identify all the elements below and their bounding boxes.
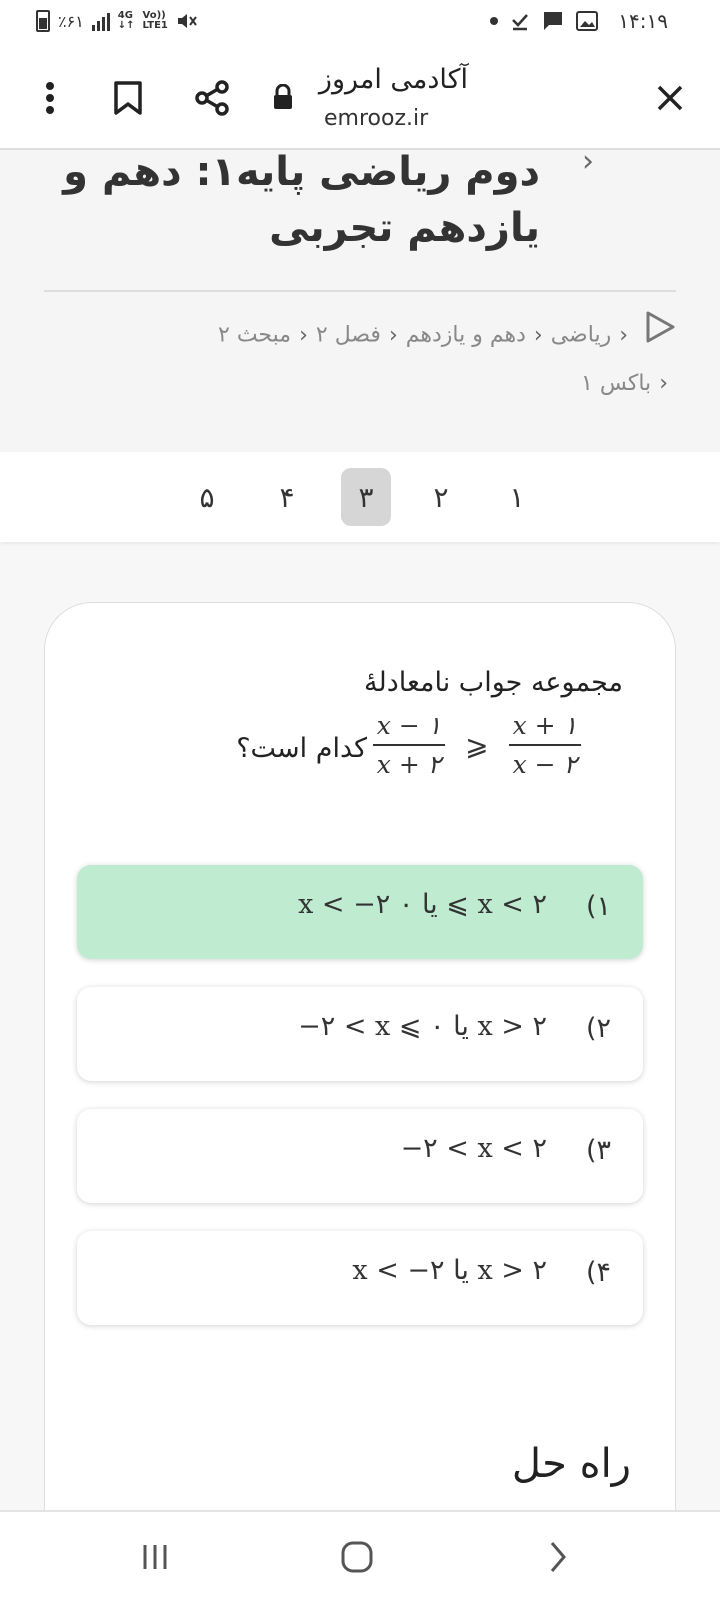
answer-option-3[interactable] [77, 1109, 643, 1203]
gallery-icon [576, 11, 598, 31]
breadcrumb-item[interactable]: ریاضی [550, 322, 612, 348]
option-expression: x < −۲ یا ۰ ⩽ x < ۲ [298, 889, 547, 920]
share-icon[interactable] [190, 76, 234, 120]
volte-indicator: Vo)) LTE1 [142, 10, 168, 31]
clock: ۱۴:۱۹ [618, 9, 668, 33]
question-card [44, 602, 676, 1600]
option-expression: −۲ < x ⩽ ۰ یا x > ۲ [298, 1011, 547, 1042]
breadcrumb-separator-icon: ‹ [533, 322, 543, 348]
page-button-5[interactable]: ۵ [199, 480, 215, 514]
back-icon[interactable] [532, 1534, 582, 1580]
page-button-4[interactable]: ۴ [279, 480, 295, 514]
option-expression: −۲ < x < ۲ [400, 1133, 547, 1164]
breadcrumb-item[interactable]: باکس ۱ [581, 371, 652, 396]
recent-apps-icon[interactable] [130, 1534, 180, 1580]
battery-level: ٪۶۱ [58, 11, 84, 31]
close-icon[interactable] [648, 76, 692, 120]
solution-heading: راه حل [511, 1441, 631, 1487]
more-options-icon[interactable] [28, 76, 72, 120]
question-pager [0, 452, 720, 542]
breadcrumb-separator-icon: ‹ [299, 322, 308, 348]
mute-icon [176, 11, 198, 31]
play-icon[interactable] [644, 310, 676, 361]
question-text: مجموعه جواب نامعادلهٔ [364, 667, 623, 698]
battery-icon [36, 10, 50, 32]
breadcrumb-separator-icon: ‹ [619, 322, 628, 348]
status-bar [0, 0, 720, 46]
breadcrumb-item[interactable]: دهم و یازدهم [405, 322, 526, 348]
answer-option-2[interactable] [77, 987, 643, 1081]
network-type: 4G ↓↑ [117, 10, 135, 31]
question-formula [367, 711, 587, 779]
page-heading-area [0, 144, 720, 452]
page-button-2[interactable]: ۲ [433, 480, 449, 514]
title-chevron-icon: › [582, 144, 594, 179]
notification-dot-icon [490, 17, 498, 25]
fraction-right: $\frac{x - ۱}{x + ۲}$ [373, 711, 445, 779]
answer-option-1[interactable] [77, 865, 643, 959]
status-notification-icons [490, 10, 598, 32]
inequality-operator: ⩾ [465, 728, 489, 762]
question-tail: کدام است؟ [236, 733, 367, 764]
system-navigation-bar [0, 1510, 720, 1600]
status-left-icons [36, 10, 198, 32]
option-expression: x < −۲ یا x > ۲ [352, 1255, 547, 1286]
page-button-1[interactable]: ۱ [509, 480, 525, 514]
option-label: ۱) [585, 891, 611, 922]
home-icon[interactable] [332, 1534, 382, 1580]
breadcrumb [60, 310, 676, 407]
option-label: ۴) [585, 1257, 611, 1288]
browser-app-bar [0, 46, 720, 150]
download-done-icon [510, 11, 530, 31]
site-title[interactable]: آکادمی امروز [318, 64, 468, 95]
page-button-3[interactable]: ۳ [341, 468, 391, 526]
bookmark-icon[interactable] [106, 76, 150, 120]
signal-icon [92, 11, 110, 31]
lock-icon [272, 84, 294, 114]
breadcrumb-separator-icon: ‹ [659, 371, 668, 396]
breadcrumb-separator-icon: ‹ [388, 322, 398, 348]
divider [44, 290, 676, 292]
breadcrumb-item[interactable]: فصل ۲ [315, 322, 381, 348]
page-title: دوم ریاضی پایه۱: دهم و یازدهم تجربی [63, 149, 540, 251]
option-label: ۲) [585, 1013, 611, 1044]
site-url[interactable]: emrooz.ir [324, 106, 429, 131]
fraction-left: $\frac{x + ۱}{x - ۲}$ [509, 711, 581, 779]
answer-option-4[interactable] [77, 1231, 643, 1325]
message-icon [542, 10, 564, 32]
breadcrumb-item[interactable]: مبحث ۲ [218, 322, 292, 348]
option-label: ۳) [585, 1135, 611, 1166]
